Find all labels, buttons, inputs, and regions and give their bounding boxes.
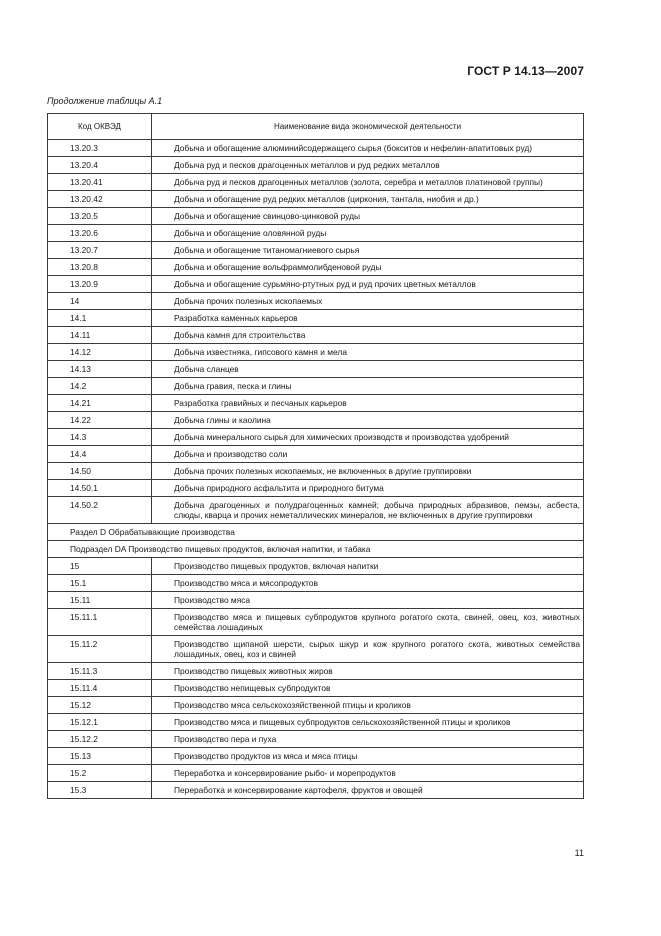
- table-row: [48, 592, 584, 609]
- column-header-name: Наименование вида экономической деятельности: [152, 114, 584, 140]
- activity-name: Добыча и производство соли: [152, 446, 584, 463]
- activity-name: Производство пера и пуха: [152, 731, 584, 748]
- activity-name: Добыча прочих полезных ископаемых: [152, 293, 584, 310]
- table-row: [48, 191, 584, 208]
- activity-name: Добыча известняка, гипсового камня и мела: [152, 344, 584, 361]
- table-row: [48, 157, 584, 174]
- okved-code: 14.13: [48, 361, 152, 378]
- table-row: [48, 463, 584, 480]
- activity-name: Добыча и обогащение вольфраммолибденовой руды: [152, 259, 584, 276]
- document-code: ГОСТ Р 14.13—2007: [467, 64, 584, 78]
- table-row: [48, 480, 584, 497]
- column-header-code: Код ОКВЭД: [48, 114, 152, 140]
- table-row: [48, 276, 584, 293]
- activity-name: Производство щипаной шерсти, сырых шкур и кож крупного рогатого скота, животных семейства лошадиных, овец, коз и свиней: [152, 636, 584, 663]
- activity-name: Добыча драгоценных и полудрагоценных камней; добыча природных абразивов, пемзы, асбеста, слюды, кварца и прочих неметаллических минералов, не включенных в другие группировки: [152, 497, 584, 524]
- activity-name: Производство мяса и пищевых субпродуктов крупного рогатого скота, свиней, овец, коз, животных семейства лошадиных: [152, 609, 584, 636]
- activity-name: Разработка каменных карьеров: [152, 310, 584, 327]
- table-row: [48, 636, 584, 663]
- activity-name: Добыча камня для строительства: [152, 327, 584, 344]
- activity-name: Добыча и обогащение оловянной руды: [152, 225, 584, 242]
- table-row: [48, 446, 584, 463]
- page-number: 11: [574, 848, 584, 858]
- okved-code: 13.20.4: [48, 157, 152, 174]
- table-row: [48, 663, 584, 680]
- table-row: [48, 680, 584, 697]
- okved-code: 14.1: [48, 310, 152, 327]
- okved-code: 14: [48, 293, 152, 310]
- activity-name: Добыча прочих полезных ископаемых, не включенных в другие группировки: [152, 463, 584, 480]
- okved-code: 15.11.1: [48, 609, 152, 636]
- table-row: [48, 378, 584, 395]
- table-body: [48, 140, 584, 799]
- activity-name: Добыча сланцев: [152, 361, 584, 378]
- activity-name: Производство пищевых продуктов, включая напитки: [152, 558, 584, 575]
- table-row: [48, 575, 584, 592]
- table-row: [48, 429, 584, 446]
- okved-code: 15.13: [48, 748, 152, 765]
- activity-name: Добыча и обогащение руд редких металлов (циркония, тантала, ниобия и др.): [152, 191, 584, 208]
- okved-code: 15.3: [48, 782, 152, 799]
- okved-code: 14.12: [48, 344, 152, 361]
- table-row: [48, 609, 584, 636]
- activity-name: Добыча гравия, песка и глины: [152, 378, 584, 395]
- table-row: [48, 259, 584, 276]
- activity-name: Производство пищевых животных жиров: [152, 663, 584, 680]
- table-row: [48, 174, 584, 191]
- okved-table: [47, 113, 584, 799]
- table-row: [48, 524, 584, 541]
- activity-name: Добыча и обогащение свинцово-цинковой руды: [152, 208, 584, 225]
- okved-code: 15.12: [48, 697, 152, 714]
- okved-code: 15.11: [48, 592, 152, 609]
- table-row: [48, 714, 584, 731]
- table-row: [48, 310, 584, 327]
- table-row: [48, 697, 584, 714]
- activity-name: Производство мяса: [152, 592, 584, 609]
- activity-name: Добыча и обогащение алюминийсодержащего сырья (бокситов и нефелин-апатитовых руд): [152, 140, 584, 157]
- table-row: [48, 344, 584, 361]
- activity-name: Добыча глины и каолина: [152, 412, 584, 429]
- activity-name: Производство продуктов из мяса и мяса птицы: [152, 748, 584, 765]
- table-row: [48, 140, 584, 157]
- table-row: [48, 412, 584, 429]
- activity-name: Производство мяса и мясопродуктов: [152, 575, 584, 592]
- okved-code: 14.4: [48, 446, 152, 463]
- okved-code: 13.20.42: [48, 191, 152, 208]
- table-row: [48, 208, 584, 225]
- table-row: [48, 558, 584, 575]
- okved-code: 14.22: [48, 412, 152, 429]
- okved-code: 15.12.1: [48, 714, 152, 731]
- activity-name: Производство мяса и пищевых субпродуктов сельскохозяйственной птицы и кроликов: [152, 714, 584, 731]
- okved-code: 15: [48, 558, 152, 575]
- table-caption: Продолжение таблицы А.1: [47, 96, 163, 106]
- okved-code: 13.20.6: [48, 225, 152, 242]
- activity-name: Добыча минерального сырья для химических производств и производства удобрений: [152, 429, 584, 446]
- okved-code: 15.11.3: [48, 663, 152, 680]
- activity-name: Добыча руд и песков драгоценных металлов (золота, серебра и металлов платиновой группы): [152, 174, 584, 191]
- table-row: [48, 242, 584, 259]
- table-row: [48, 541, 584, 558]
- okved-code: 14.2: [48, 378, 152, 395]
- activity-name: Переработка и консервирование рыбо- и морепродуктов: [152, 765, 584, 782]
- table-row: [48, 782, 584, 799]
- table-row: [48, 293, 584, 310]
- activity-name: Добыча и обогащение сурьмяно-ртутных руд и руд прочих цветных металлов: [152, 276, 584, 293]
- okved-code: 14.3: [48, 429, 152, 446]
- okved-code: 13.20.5: [48, 208, 152, 225]
- okved-code: 13.20.9: [48, 276, 152, 293]
- okved-code: 15.11.2: [48, 636, 152, 663]
- activity-name: Разработка гравийных и песчаных карьеров: [152, 395, 584, 412]
- activity-name: Добыча и обогащение титаномагниевого сырья: [152, 242, 584, 259]
- activity-name: Переработка и консервирование картофеля, фруктов и овощей: [152, 782, 584, 799]
- okved-code: 15.2: [48, 765, 152, 782]
- okved-code: 14.50: [48, 463, 152, 480]
- okved-code: 14.11: [48, 327, 152, 344]
- table-row: [48, 765, 584, 782]
- okved-code: 13.20.7: [48, 242, 152, 259]
- table-header-row: [48, 114, 584, 140]
- activity-name: Добыча природного асфальтита и природного битума: [152, 480, 584, 497]
- activity-name: Производство непищевых субпродуктов: [152, 680, 584, 697]
- section-heading: Раздел D Обрабатывающие производства: [48, 524, 584, 541]
- okved-code: 14.50.1: [48, 480, 152, 497]
- table-row: [48, 327, 584, 344]
- okved-code: 13.20.41: [48, 174, 152, 191]
- okved-code: 14.21: [48, 395, 152, 412]
- table-row: [48, 497, 584, 524]
- okved-code: 15.12.2: [48, 731, 152, 748]
- activity-name: Производство мяса сельскохозяйственной птицы и кроликов: [152, 697, 584, 714]
- activity-name: Добыча руд и песков драгоценных металлов и руд редких металлов: [152, 157, 584, 174]
- okved-code: 13.20.3: [48, 140, 152, 157]
- table-row: [48, 748, 584, 765]
- table-row: [48, 395, 584, 412]
- subsection-heading: Подраздел DA Производство пищевых продуктов, включая напитки, и табака: [48, 541, 584, 558]
- table-row: [48, 361, 584, 378]
- table-row: [48, 731, 584, 748]
- table-row: [48, 225, 584, 242]
- okved-code: 15.1: [48, 575, 152, 592]
- okved-code: 13.20.8: [48, 259, 152, 276]
- okved-code: 15.11.4: [48, 680, 152, 697]
- okved-code: 14.50.2: [48, 497, 152, 524]
